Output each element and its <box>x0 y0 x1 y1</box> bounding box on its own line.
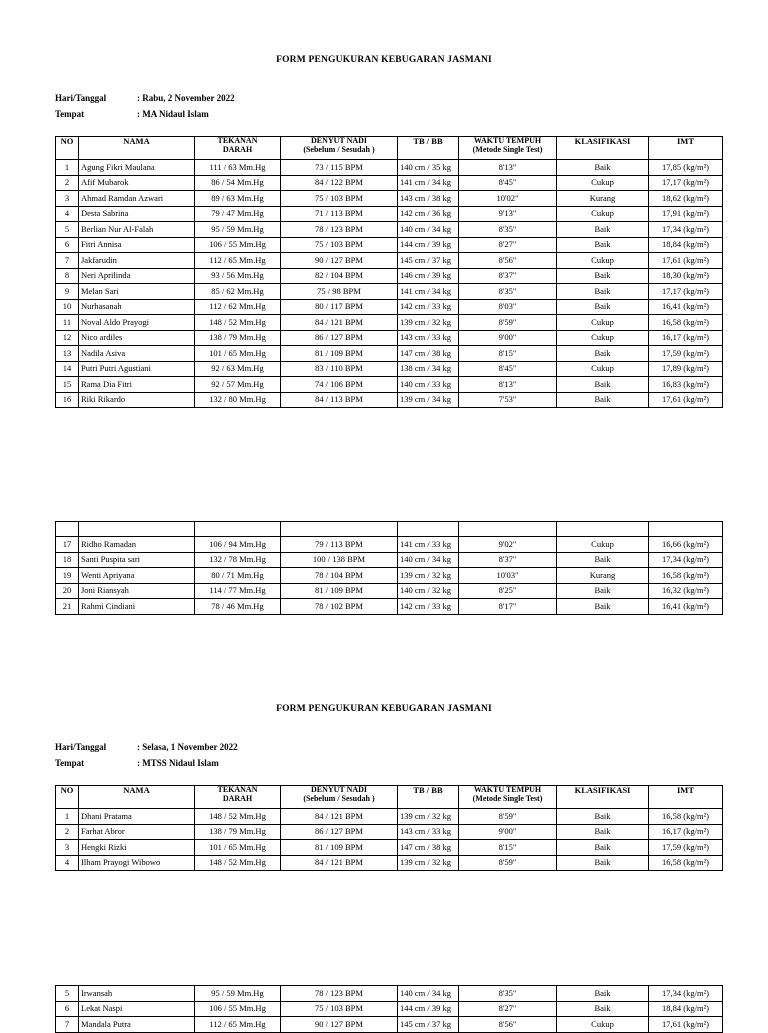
cell-imt: 18,84 (kg/m²) <box>649 237 723 253</box>
cell-waktu: 8'59" <box>459 315 557 331</box>
cell-nama: Farhat Abror <box>79 824 195 840</box>
cell-waktu: 10'03" <box>459 568 557 584</box>
cell-no: 11 <box>56 315 79 331</box>
cell-tbbb: 143 cm / 33 kg <box>398 824 459 840</box>
cell-tbbb: 139 cm / 34 kg <box>398 392 459 408</box>
cell-waktu: 9'00" <box>459 824 557 840</box>
empty-cell <box>56 522 79 537</box>
cell-klasifikasi: Baik <box>557 599 649 615</box>
cell-nama: Mandala Putra <box>79 1017 195 1033</box>
cell-no: 14 <box>56 361 79 377</box>
table-row <box>56 840 723 856</box>
cell-tbbb: 144 cm / 39 kg <box>398 1001 459 1017</box>
form-1-date-line <box>55 93 235 103</box>
cell-tbbb: 140 cm / 35 kg <box>398 160 459 176</box>
cell-no: 10 <box>56 299 79 315</box>
cell-nama: Jakfarudin <box>79 253 195 269</box>
cell-denyut: 74 / 106 BPM <box>281 377 398 393</box>
header-tekanan: TEKANAN DARAH <box>195 137 281 160</box>
cell-denyut: 81 / 109 BPM <box>281 840 398 856</box>
cell-imt: 16,58 (kg/m²) <box>649 855 723 871</box>
cell-waktu: 8'59" <box>459 809 557 825</box>
cell-tekanan: 106 / 94 Mm.Hg <box>195 537 281 553</box>
cell-denyut: 100 / 138 BPM <box>281 552 398 568</box>
cell-imt: 17,17 (kg/m²) <box>649 175 723 191</box>
cell-tekanan: 148 / 52 Mm.Hg <box>195 315 281 331</box>
table-row <box>56 1001 723 1017</box>
cell-tekanan: 106 / 55 Mm.Hg <box>195 1001 281 1017</box>
cell-denyut: 78 / 102 BPM <box>281 599 398 615</box>
place-value: : MTSS Nidaul Islam <box>137 758 219 768</box>
cell-denyut: 84 / 122 BPM <box>281 175 398 191</box>
cell-waktu: 8'45" <box>459 361 557 377</box>
measurement-table-2 <box>55 785 723 871</box>
cell-denyut: 75 / 98 BPM <box>281 284 398 300</box>
header-tbbb: TB / BB <box>398 137 459 160</box>
table-row <box>56 191 723 207</box>
cell-nama: Berlian Nur Al-Falah <box>79 222 195 238</box>
cell-klasifikasi: Baik <box>557 160 649 176</box>
cell-klasifikasi: Baik <box>557 346 649 362</box>
cell-nama: Nadila Asiva <box>79 346 195 362</box>
cell-klasifikasi: Baik <box>557 237 649 253</box>
cell-imt: 16,58 (kg/m²) <box>649 568 723 584</box>
cell-waktu: 9'13" <box>459 206 557 222</box>
header-nama: NAMA <box>79 137 195 160</box>
cell-klasifikasi: Cukup <box>557 537 649 553</box>
cell-tekanan: 92 / 57 Mm.Hg <box>195 377 281 393</box>
table-row <box>56 1017 723 1033</box>
table-row <box>56 346 723 362</box>
cell-tbbb: 144 cm / 39 kg <box>398 237 459 253</box>
cell-waktu: 8'27" <box>459 1001 557 1017</box>
cell-no: 5 <box>56 222 79 238</box>
cell-tbbb: 145 cm / 37 kg <box>398 253 459 269</box>
cell-denyut: 75 / 103 BPM <box>281 1001 398 1017</box>
table-row <box>56 809 723 825</box>
cell-klasifikasi: Baik <box>557 377 649 393</box>
cell-imt: 17,91 (kg/m²) <box>649 206 723 222</box>
table-row <box>56 824 723 840</box>
cell-no: 1 <box>56 160 79 176</box>
cell-klasifikasi: Kurang <box>557 568 649 584</box>
cell-nama: Rama Dia Fitri <box>79 377 195 393</box>
cell-klasifikasi: Baik <box>557 392 649 408</box>
cell-tbbb: 142 cm / 33 kg <box>398 299 459 315</box>
cell-no: 9 <box>56 284 79 300</box>
cell-waktu: 8'37" <box>459 552 557 568</box>
cell-nama: Melan Sari <box>79 284 195 300</box>
cell-imt: 17,59 (kg/m²) <box>649 346 723 362</box>
cell-klasifikasi: Baik <box>557 809 649 825</box>
cell-denyut: 78 / 123 BPM <box>281 222 398 238</box>
cell-no: 4 <box>56 206 79 222</box>
cell-tekanan: 93 / 56 Mm.Hg <box>195 268 281 284</box>
cell-nama: Noval Aldo Prayogi <box>79 315 195 331</box>
cell-denyut: 75 / 103 BPM <box>281 237 398 253</box>
table-header-row <box>56 786 723 809</box>
cell-imt: 17,85 (kg/m²) <box>649 160 723 176</box>
cell-nama: Riki Rikardo <box>79 392 195 408</box>
cell-imt: 17,89 (kg/m²) <box>649 361 723 377</box>
cell-nama: Joni Riansyah <box>79 583 195 599</box>
cell-waktu: 8'27" <box>459 237 557 253</box>
empty-cell <box>649 522 723 537</box>
cell-klasifikasi: Baik <box>557 840 649 856</box>
header-waktu: WAKTU TEMPUH (Metode Single Test) <box>459 786 557 809</box>
cell-tekanan: 112 / 65 Mm.Hg <box>195 253 281 269</box>
table-row <box>56 392 723 408</box>
cell-no: 6 <box>56 237 79 253</box>
cell-klasifikasi: Cukup <box>557 315 649 331</box>
cell-klasifikasi: Cukup <box>557 206 649 222</box>
cell-nama: Nurhasanah <box>79 299 195 315</box>
cell-tekanan: 78 / 46 Mm.Hg <box>195 599 281 615</box>
cell-tbbb: 147 cm / 38 kg <box>398 346 459 362</box>
cell-imt: 17,61 (kg/m²) <box>649 392 723 408</box>
cell-tbbb: 145 cm / 37 kg <box>398 1017 459 1033</box>
cell-tekanan: 80 / 71 Mm.Hg <box>195 568 281 584</box>
cell-nama: Hengki Rizki <box>79 840 195 856</box>
cell-no: 4 <box>56 855 79 871</box>
cell-tbbb: 143 cm / 33 kg <box>398 330 459 346</box>
cell-tekanan: 114 / 77 Mm.Hg <box>195 583 281 599</box>
cell-waktu: 8'17" <box>459 599 557 615</box>
cell-klasifikasi: Baik <box>557 583 649 599</box>
cell-tekanan: 111 / 63 Mm.Hg <box>195 160 281 176</box>
cell-denyut: 84 / 121 BPM <box>281 315 398 331</box>
cell-imt: 16,32 (kg/m²) <box>649 583 723 599</box>
header-denyut: DENYUT NADI (Sebelum / Sesudah ) <box>281 786 398 809</box>
cell-denyut: 73 / 115 BPM <box>281 160 398 176</box>
cell-tbbb: 140 cm / 34 kg <box>398 222 459 238</box>
cell-no: 16 <box>56 392 79 408</box>
cell-tekanan: 92 / 63 Mm.Hg <box>195 361 281 377</box>
empty-cell <box>557 522 649 537</box>
cell-klasifikasi: Kurang <box>557 191 649 207</box>
cell-klasifikasi: Baik <box>557 824 649 840</box>
cell-no: 2 <box>56 175 79 191</box>
cell-no: 20 <box>56 583 79 599</box>
header-no: NO <box>56 786 79 809</box>
table-row <box>56 537 723 553</box>
empty-cell <box>79 522 195 537</box>
cell-tbbb: 140 cm / 33 kg <box>398 377 459 393</box>
cell-imt: 16,83 (kg/m²) <box>649 377 723 393</box>
cell-no: 7 <box>56 1017 79 1033</box>
table-row <box>56 361 723 377</box>
cell-denyut: 80 / 117 BPM <box>281 299 398 315</box>
cell-denyut: 83 / 110 BPM <box>281 361 398 377</box>
cell-tekanan: 112 / 65 Mm.Hg <box>195 1017 281 1033</box>
cell-no: 15 <box>56 377 79 393</box>
cell-denyut: 86 / 127 BPM <box>281 330 398 346</box>
form-title-1: FORM PENGUKURAN KEBUGARAN JASMANI <box>276 55 492 65</box>
cell-no: 2 <box>56 824 79 840</box>
empty-cell <box>398 522 459 537</box>
cell-klasifikasi: Cukup <box>557 330 649 346</box>
table-row <box>56 206 723 222</box>
cell-no: 6 <box>56 1001 79 1017</box>
cell-waktu: 8'25" <box>459 583 557 599</box>
cell-tbbb: 141 cm / 33 kg <box>398 537 459 553</box>
place-value: : MA Nidaul Islam <box>137 109 209 119</box>
measurement-table-1 <box>55 136 723 408</box>
cell-tbbb: 140 cm / 32 kg <box>398 583 459 599</box>
cell-tbbb: 142 cm / 36 kg <box>398 206 459 222</box>
cell-no: 12 <box>56 330 79 346</box>
cell-no: 5 <box>56 986 79 1002</box>
cell-waktu: 8'15" <box>459 346 557 362</box>
cell-tbbb: 141 cm / 34 kg <box>398 284 459 300</box>
cell-no: 3 <box>56 191 79 207</box>
header-tekanan: TEKANAN DARAH <box>195 786 281 809</box>
cell-tekanan: 112 / 62 Mm.Hg <box>195 299 281 315</box>
cell-klasifikasi: Baik <box>557 284 649 300</box>
cell-tbbb: 140 cm / 34 kg <box>398 552 459 568</box>
cell-nama: Neri Aprilinda <box>79 268 195 284</box>
place-label: Tempat <box>55 758 85 768</box>
cell-nama: Ridho Ramadan <box>79 537 195 553</box>
cell-nama: Lekat Naspi <box>79 1001 195 1017</box>
cell-tekanan: 85 / 62 Mm.Hg <box>195 284 281 300</box>
header-klasifikasi: KLASIFIKASI <box>557 137 649 160</box>
table-row <box>56 377 723 393</box>
cell-tbbb: 141 cm / 34 kg <box>398 175 459 191</box>
cell-denyut: 81 / 109 BPM <box>281 583 398 599</box>
cell-waktu: 8'35" <box>459 986 557 1002</box>
form-1-place-line <box>55 109 209 119</box>
measurement-table-1-continued <box>55 521 723 615</box>
cell-imt: 18,84 (kg/m²) <box>649 1001 723 1017</box>
cell-waktu: 9'02" <box>459 537 557 553</box>
cell-klasifikasi: Baik <box>557 855 649 871</box>
cell-nama: Agung Fikri Maulana <box>79 160 195 176</box>
cell-imt: 16,58 (kg/m²) <box>649 809 723 825</box>
cell-klasifikasi: Baik <box>557 299 649 315</box>
date-label: Hari/Tanggal <box>55 742 107 752</box>
cell-tbbb: 146 cm / 39 kg <box>398 268 459 284</box>
empty-cell <box>195 522 281 537</box>
cell-waktu: 8'35" <box>459 222 557 238</box>
cell-imt: 17,34 (kg/m²) <box>649 552 723 568</box>
cell-imt: 17,17 (kg/m²) <box>649 284 723 300</box>
cell-nama: Nico ardiles <box>79 330 195 346</box>
cell-waktu: 7'53" <box>459 392 557 408</box>
cell-denyut: 82 / 104 BPM <box>281 268 398 284</box>
table-row <box>56 237 723 253</box>
cell-waktu: 8'56" <box>459 253 557 269</box>
table-row <box>56 315 723 331</box>
cell-imt: 16,41 (kg/m²) <box>649 599 723 615</box>
cell-nama: Dhani Pratama <box>79 809 195 825</box>
cell-waktu: 8'56" <box>459 1017 557 1033</box>
cell-tekanan: 132 / 78 Mm.Hg <box>195 552 281 568</box>
cell-no: 7 <box>56 253 79 269</box>
cell-nama: Ahmad Ramdan Azwari <box>79 191 195 207</box>
table-row <box>56 552 723 568</box>
cell-no: 21 <box>56 599 79 615</box>
table-row <box>56 268 723 284</box>
cell-nama: Ilham Prayogi Wibowo <box>79 855 195 871</box>
cell-imt: 16,66 (kg/m²) <box>649 537 723 553</box>
cell-no: 1 <box>56 809 79 825</box>
table-row <box>56 583 723 599</box>
cell-nama: Putri Putri Agustiani <box>79 361 195 377</box>
cell-waktu: 8'13" <box>459 160 557 176</box>
cell-tekanan: 89 / 63 Mm.Hg <box>195 191 281 207</box>
cell-denyut: 84 / 121 BPM <box>281 855 398 871</box>
table-row <box>56 299 723 315</box>
blank-row <box>56 522 723 537</box>
cell-tekanan: 148 / 52 Mm.Hg <box>195 809 281 825</box>
table-row <box>56 986 723 1002</box>
cell-denyut: 90 / 127 BPM <box>281 1017 398 1033</box>
cell-nama: Desta Sabrina <box>79 206 195 222</box>
cell-tbbb: 143 cm / 38 kg <box>398 191 459 207</box>
cell-klasifikasi: Baik <box>557 222 649 238</box>
cell-no: 13 <box>56 346 79 362</box>
cell-denyut: 79 / 113 BPM <box>281 537 398 553</box>
form-2-place-line <box>55 758 219 768</box>
cell-imt: 16,17 (kg/m²) <box>649 330 723 346</box>
empty-cell <box>459 522 557 537</box>
table-row <box>56 160 723 176</box>
table-row <box>56 599 723 615</box>
cell-no: 8 <box>56 268 79 284</box>
empty-cell <box>281 522 398 537</box>
table-row <box>56 222 723 238</box>
cell-no: 19 <box>56 568 79 584</box>
header-imt: IMT <box>649 786 723 809</box>
cell-denyut: 84 / 121 BPM <box>281 809 398 825</box>
cell-tekanan: 101 / 65 Mm.Hg <box>195 840 281 856</box>
cell-tekanan: 148 / 52 Mm.Hg <box>195 855 281 871</box>
cell-waktu: 8'13" <box>459 377 557 393</box>
cell-klasifikasi: Baik <box>557 552 649 568</box>
cell-waktu: 9'00" <box>459 330 557 346</box>
measurement-table-2-continued <box>55 985 723 1033</box>
table-row <box>56 284 723 300</box>
cell-tekanan: 79 / 47 Mm.Hg <box>195 206 281 222</box>
header-no: NO <box>56 137 79 160</box>
cell-nama: Rahmi Cindiani <box>79 599 195 615</box>
date-value: : Selasa, 1 November 2022 <box>137 742 238 752</box>
header-nama: NAMA <box>79 786 195 809</box>
cell-tekanan: 101 / 65 Mm.Hg <box>195 346 281 362</box>
cell-tbbb: 139 cm / 32 kg <box>398 809 459 825</box>
form-2-date-line <box>55 742 238 752</box>
cell-nama: Afif Mubarok <box>79 175 195 191</box>
cell-no: 18 <box>56 552 79 568</box>
cell-waktu: 8'45" <box>459 175 557 191</box>
cell-nama: Santi Puspita sari <box>79 552 195 568</box>
cell-imt: 16,58 (kg/m²) <box>649 315 723 331</box>
cell-klasifikasi: Baik <box>557 986 649 1002</box>
cell-tekanan: 86 / 54 Mm.Hg <box>195 175 281 191</box>
cell-imt: 16,41 (kg/m²) <box>649 299 723 315</box>
cell-tekanan: 132 / 80 Mm.Hg <box>195 392 281 408</box>
cell-imt: 16,17 (kg/m²) <box>649 824 723 840</box>
cell-tbbb: 139 cm / 32 kg <box>398 568 459 584</box>
header-waktu: WAKTU TEMPUH (Metode Single Test) <box>459 137 557 160</box>
cell-tbbb: 140 cm / 34 kg <box>398 986 459 1002</box>
cell-klasifikasi: Cukup <box>557 361 649 377</box>
cell-klasifikasi: Cukup <box>557 175 649 191</box>
table-row <box>56 175 723 191</box>
cell-tekanan: 95 / 59 Mm.Hg <box>195 986 281 1002</box>
cell-klasifikasi: Baik <box>557 1001 649 1017</box>
table-row <box>56 568 723 584</box>
header-klasifikasi: KLASIFIKASI <box>557 786 649 809</box>
cell-nama: Wenti Apriyana <box>79 568 195 584</box>
date-value: : Rabu, 2 November 2022 <box>137 93 235 103</box>
cell-tekanan: 138 / 79 Mm.Hg <box>195 824 281 840</box>
cell-denyut: 78 / 123 BPM <box>281 986 398 1002</box>
cell-tbbb: 138 cm / 34 kg <box>398 361 459 377</box>
cell-tekanan: 106 / 55 Mm.Hg <box>195 237 281 253</box>
cell-imt: 17,61 (kg/m²) <box>649 253 723 269</box>
date-label: Hari/Tanggal <box>55 93 107 103</box>
cell-imt: 18,62 (kg/m²) <box>649 191 723 207</box>
cell-nama: Irwansah <box>79 986 195 1002</box>
cell-waktu: 8'37" <box>459 268 557 284</box>
cell-no: 3 <box>56 840 79 856</box>
cell-denyut: 81 / 109 BPM <box>281 346 398 362</box>
cell-denyut: 90 / 127 BPM <box>281 253 398 269</box>
cell-waktu: 8'35" <box>459 284 557 300</box>
cell-imt: 17,59 (kg/m²) <box>649 840 723 856</box>
cell-imt: 18,30 (kg/m²) <box>649 268 723 284</box>
table-header-row <box>56 137 723 160</box>
cell-tbbb: 139 cm / 32 kg <box>398 855 459 871</box>
cell-klasifikasi: Cukup <box>557 253 649 269</box>
cell-denyut: 71 / 113 BPM <box>281 206 398 222</box>
place-label: Tempat <box>55 109 85 119</box>
form-title-2: FORM PENGUKURAN KEBUGARAN JASMANI <box>276 704 492 714</box>
cell-tekanan: 138 / 79 Mm.Hg <box>195 330 281 346</box>
cell-tekanan: 95 / 59 Mm.Hg <box>195 222 281 238</box>
header-tbbb: TB / BB <box>398 786 459 809</box>
cell-waktu: 10'02" <box>459 191 557 207</box>
cell-imt: 17,34 (kg/m²) <box>649 222 723 238</box>
table-row <box>56 855 723 871</box>
cell-waktu: 8'03" <box>459 299 557 315</box>
table-row <box>56 330 723 346</box>
cell-tbbb: 142 cm / 33 kg <box>398 599 459 615</box>
cell-waktu: 8'59" <box>459 855 557 871</box>
header-imt: IMT <box>649 137 723 160</box>
cell-imt: 17,34 (kg/m²) <box>649 986 723 1002</box>
cell-denyut: 75 / 103 BPM <box>281 191 398 207</box>
cell-klasifikasi: Baik <box>557 268 649 284</box>
table-row <box>56 253 723 269</box>
cell-tbbb: 147 cm / 38 kg <box>398 840 459 856</box>
header-denyut: DENYUT NADI (Sebelum / Sesudah ) <box>281 137 398 160</box>
cell-no: 17 <box>56 537 79 553</box>
cell-denyut: 86 / 127 BPM <box>281 824 398 840</box>
cell-tbbb: 139 cm / 32 kg <box>398 315 459 331</box>
cell-waktu: 8'15" <box>459 840 557 856</box>
cell-klasifikasi: Cukup <box>557 1017 649 1033</box>
cell-imt: 17,61 (kg/m²) <box>649 1017 723 1033</box>
cell-denyut: 84 / 113 BPM <box>281 392 398 408</box>
cell-nama: Fitri Annisa <box>79 237 195 253</box>
cell-denyut: 78 / 104 BPM <box>281 568 398 584</box>
